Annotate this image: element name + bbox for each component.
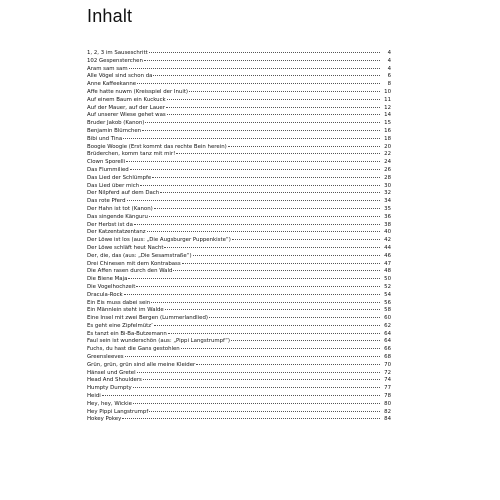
toc-dot-leader (182, 262, 380, 264)
toc-entry (87, 222, 391, 230)
toc-entry (87, 346, 391, 354)
toc-entry-page-number: 82 (384, 408, 391, 415)
toc-dot-leader (129, 67, 380, 69)
toc-dot-leader (160, 191, 380, 193)
toc-entry (87, 393, 391, 401)
toc-entry-title: Der Hahn ist tot (Kanon) (87, 205, 153, 212)
toc-entry-title: Das Lied über mich (87, 182, 140, 189)
toc-entry-page-number: 62 (384, 322, 391, 329)
toc-entry (87, 268, 391, 276)
toc-entry (87, 315, 391, 323)
toc-entry-page-number: 10 (384, 88, 391, 95)
toc-dot-leader (144, 59, 380, 61)
toc-entry-title: Hokey Pokey (87, 416, 122, 423)
toc-entry-page-number: 42 (384, 237, 391, 244)
toc-entry-title: Alle Vögel sind schon da (87, 73, 153, 80)
toc-entry-page-number: 66 (384, 346, 391, 353)
toc-entry-title: Der, die, das (aus: „Die Sesamstraße“) (87, 252, 192, 259)
toc-entry-title: Grün, grün, grün sind alle meine Kleider (87, 361, 196, 368)
toc-dot-leader (130, 168, 380, 170)
toc-entry-page-number: 35 (384, 205, 391, 212)
toc-entry-page-number: 15 (384, 120, 391, 127)
toc-entry (87, 58, 391, 66)
toc-entry-title: Der Herbst ist da (87, 221, 133, 228)
toc-entry-title: Clown Sporelli (87, 159, 126, 166)
toc-entry-page-number: 58 (384, 307, 391, 314)
toc-entry-title: Die Affen rasen durch den Wald (87, 268, 173, 275)
toc-entry-title: Bruder Jakob (Kanon) (87, 120, 145, 127)
toc-dot-leader (193, 254, 380, 256)
toc-dot-leader (143, 378, 380, 380)
toc-entry-page-number: 16 (384, 127, 391, 134)
toc-entry-page-number: 47 (384, 260, 391, 267)
toc-entry-page-number: 72 (384, 369, 391, 376)
toc-dot-leader (128, 277, 380, 279)
toc-entry-page-number: 64 (384, 338, 391, 345)
toc-dot-leader (232, 238, 380, 240)
toc-entry-title: Affe hatte nuwm (Kreisspiel der Inuit) (87, 88, 189, 95)
toc-entry-title: Hey, hey, Wickie (87, 400, 132, 407)
toc-entry-title: Brüderchen, komm tanz mit mir! (87, 151, 176, 158)
toc-dot-leader (149, 215, 380, 217)
toc-entry (87, 73, 391, 81)
toc-entry (87, 385, 391, 393)
toc-dot-leader (153, 74, 380, 76)
toc-entry-title: Heidi (87, 393, 101, 400)
toc-list (87, 50, 391, 424)
toc-dot-leader (125, 355, 380, 357)
toc-entry-title: 1, 2, 3 im Sauseschritt (87, 50, 148, 56)
toc-entry-page-number: 60 (384, 315, 391, 322)
toc-entry (87, 112, 391, 120)
toc-entry-page-number: 12 (384, 104, 391, 111)
toc-entry-page-number: 22 (384, 151, 391, 158)
toc-entry-page-number: 80 (384, 400, 391, 407)
toc-entry-title: 102 Gespensterchen (87, 57, 143, 64)
toc-entry-title: Eine Insel mit zwei Bergen (Lummerlandlied) (87, 315, 208, 322)
toc-entry-title: Auf einem Baum ein Kuckuck (87, 96, 166, 103)
toc-dot-leader (154, 324, 380, 326)
toc-entry (87, 175, 391, 183)
toc-entry (87, 237, 391, 245)
toc-entry-title: Ein Eis muss dabei sein (87, 299, 151, 306)
toc-entry (87, 105, 391, 113)
toc-entry (87, 362, 391, 370)
toc-dot-leader (145, 121, 380, 123)
toc-entry (87, 331, 391, 339)
toc-entry-title: Das Flummilied (87, 166, 129, 173)
toc-dot-leader (149, 51, 380, 53)
toc-dot-leader (124, 293, 380, 295)
toc-entry-title: Drei Chinesen mit dem Kontrabass (87, 260, 181, 267)
toc-entry-page-number: 46 (384, 252, 391, 259)
toc-entry-title: Benjamin Blümchen (87, 127, 142, 134)
toc-entry (87, 300, 391, 308)
toc-entry-page-number: 28 (384, 174, 391, 181)
toc-dot-leader (231, 339, 380, 341)
toc-entry-title: Der Löwe ist los (aus: „Die Augsburger Puppenkiste“) (87, 237, 231, 244)
toc-entry-title: Fuchs, du hast die Gans gestohlen (87, 346, 180, 353)
toc-dot-leader (126, 160, 380, 162)
toc-entry-page-number: 68 (384, 354, 391, 361)
toc-dot-leader (164, 246, 380, 248)
toc-entry-page-number: 38 (384, 221, 391, 228)
toc-entry-page-number: 32 (384, 190, 391, 197)
toc-entry-title: Aram sam sam (87, 65, 128, 72)
page-title: Inhalt (87, 6, 133, 26)
toc-entry (87, 198, 391, 206)
toc-entry-page-number: 34 (384, 198, 391, 205)
toc-entry-title: Das singende Känguru (87, 213, 148, 220)
toc-entry (87, 97, 391, 105)
toc-dot-leader (152, 176, 380, 178)
toc-entry-page-number: 70 (384, 361, 391, 368)
toc-dot-leader (127, 199, 380, 201)
toc-entry-page-number: 14 (384, 112, 391, 119)
toc-entry-title: Das rote Pferd (87, 198, 126, 205)
toc-entry (87, 354, 391, 362)
toc-entry-title: Die Vogelhochzeit (87, 283, 136, 290)
toc-entry (87, 307, 391, 315)
toc-entry-title: Hey Pippi Langstrumpf (87, 408, 149, 415)
toc-entry-title: Der Löwe schläft heut Nacht (87, 244, 164, 251)
toc-entry-title: Anne Kaffeekanne (87, 81, 137, 88)
toc-entry-title: Ein Männlein steht im Walde (87, 307, 164, 314)
toc-entry-title: Auf der Mauer, auf der Lauer (87, 104, 165, 111)
toc-entry-page-number: 8 (387, 81, 391, 88)
toc-entry-page-number: 74 (384, 377, 391, 384)
toc-entry-page-number: 54 (384, 291, 391, 298)
toc-dot-leader (133, 402, 380, 404)
toc-dot-leader (133, 386, 380, 388)
toc-entry (87, 245, 391, 253)
toc-dot-leader (137, 371, 380, 373)
toc-entry-page-number: 84 (384, 416, 391, 423)
toc-entry (87, 323, 391, 331)
toc-dot-leader (166, 106, 380, 108)
toc-dot-leader (149, 410, 380, 412)
toc-entry (87, 89, 391, 97)
toc-entry (87, 167, 391, 175)
toc-entry-page-number: 40 (384, 229, 391, 236)
toc-entry-page-number: 56 (384, 299, 391, 306)
toc-entry-title: Boogie Woogie (Erst kommt das rechte Bein herein) (87, 143, 227, 150)
toc-dot-leader (147, 230, 380, 232)
toc-entry (87, 190, 391, 198)
toc-dot-leader (136, 285, 380, 287)
toc-entry-title: Hänsel und Gretel (87, 369, 136, 376)
toc-dot-leader (167, 98, 380, 100)
toc-entry-page-number: 77 (384, 385, 391, 392)
toc-entry-page-number: 52 (384, 283, 391, 290)
toc-entry-title: Die Biene Maja (87, 276, 128, 283)
toc-entry (87, 416, 391, 424)
toc-dot-leader (228, 145, 380, 147)
toc-entry-page-number: 64 (384, 330, 391, 337)
toc-dot-leader (154, 207, 380, 209)
toc-entry-page-number: 24 (384, 159, 391, 166)
toc-entry-page-number: 11 (384, 96, 391, 103)
toc-entry (87, 338, 391, 346)
toc-entry (87, 144, 391, 152)
toc-entry (87, 276, 391, 284)
toc-entry-title: Das Lied der Schlümpfe (87, 174, 152, 181)
toc-entry-page-number: 50 (384, 276, 391, 283)
toc-entry (87, 292, 391, 300)
toc-dot-leader (140, 184, 380, 186)
toc-dot-leader (165, 308, 380, 310)
toc-dot-leader (122, 417, 380, 419)
toc-dot-leader (102, 394, 380, 396)
toc-dot-leader (168, 332, 380, 334)
toc-entry-title: Greensleeves (87, 354, 124, 361)
toc-entry-title: Der Katzentatzentanz (87, 229, 146, 236)
toc-dot-leader (134, 223, 380, 225)
toc-dot-leader (142, 129, 380, 131)
toc-entry (87, 229, 391, 237)
toc-entry (87, 120, 391, 128)
toc-entry (87, 261, 391, 269)
toc-dot-leader (209, 316, 380, 318)
toc-entry-page-number: 4 (387, 57, 391, 64)
toc-entry-title: Dracula-Rock (87, 291, 123, 298)
toc-entry (87, 159, 391, 167)
toc-entry (87, 183, 391, 191)
toc-entry-title: Faul sein ist wunderschön (aus: „Pippi Langstrumpf“) (87, 338, 231, 345)
toc-entry (87, 253, 391, 261)
toc-entry (87, 128, 391, 136)
toc-dot-leader (123, 137, 380, 139)
toc-entry-page-number: 48 (384, 268, 391, 275)
toc-dot-leader (173, 269, 380, 271)
toc-entry (87, 370, 391, 378)
toc-entry-page-number: 30 (384, 182, 391, 189)
toc-entry (87, 66, 391, 74)
toc-entry-page-number: 6 (387, 73, 391, 80)
toc-dot-leader (181, 347, 380, 349)
toc-dot-leader (176, 152, 380, 154)
toc-entry-title: Es tanzt ein Bi-Ba-Butzemann (87, 330, 167, 337)
toc-entry-title: Der Nilpferd auf dem Dach (87, 190, 160, 197)
toc-entry-title: Humpty Dumpty (87, 385, 132, 392)
toc-entry-page-number: 20 (384, 143, 391, 150)
toc-entry-page-number: 36 (384, 213, 391, 220)
toc-dot-leader (151, 301, 380, 303)
toc-entry (87, 136, 391, 144)
toc-entry (87, 81, 391, 89)
toc-entry-page-number: 78 (384, 393, 391, 400)
toc-dot-leader (196, 363, 380, 365)
toc-dot-leader (167, 113, 380, 115)
toc-entry (87, 50, 391, 58)
toc-entry (87, 284, 391, 292)
toc-entry-title: Bibi und Tina (87, 135, 123, 142)
toc-dot-leader (137, 82, 380, 84)
toc-entry-page-number: 4 (387, 50, 391, 56)
toc-entry (87, 206, 391, 214)
toc-entry-title: Es geht eine Zipfelmütz’ (87, 322, 153, 329)
toc-entry (87, 214, 391, 222)
toc-dot-leader (189, 90, 380, 92)
toc-entry-page-number: 4 (387, 65, 391, 72)
toc-entry (87, 409, 391, 417)
toc-entry (87, 377, 391, 385)
toc-entry-title: Auf unserer Wiese gehet was (87, 112, 166, 119)
toc-entry-page-number: 44 (384, 244, 391, 251)
toc-entry (87, 401, 391, 409)
toc-entry (87, 151, 391, 159)
toc-entry-page-number: 18 (384, 135, 391, 142)
toc-entry-title: Head And Shoulders (87, 377, 142, 384)
toc-entry-page-number: 26 (384, 166, 391, 173)
